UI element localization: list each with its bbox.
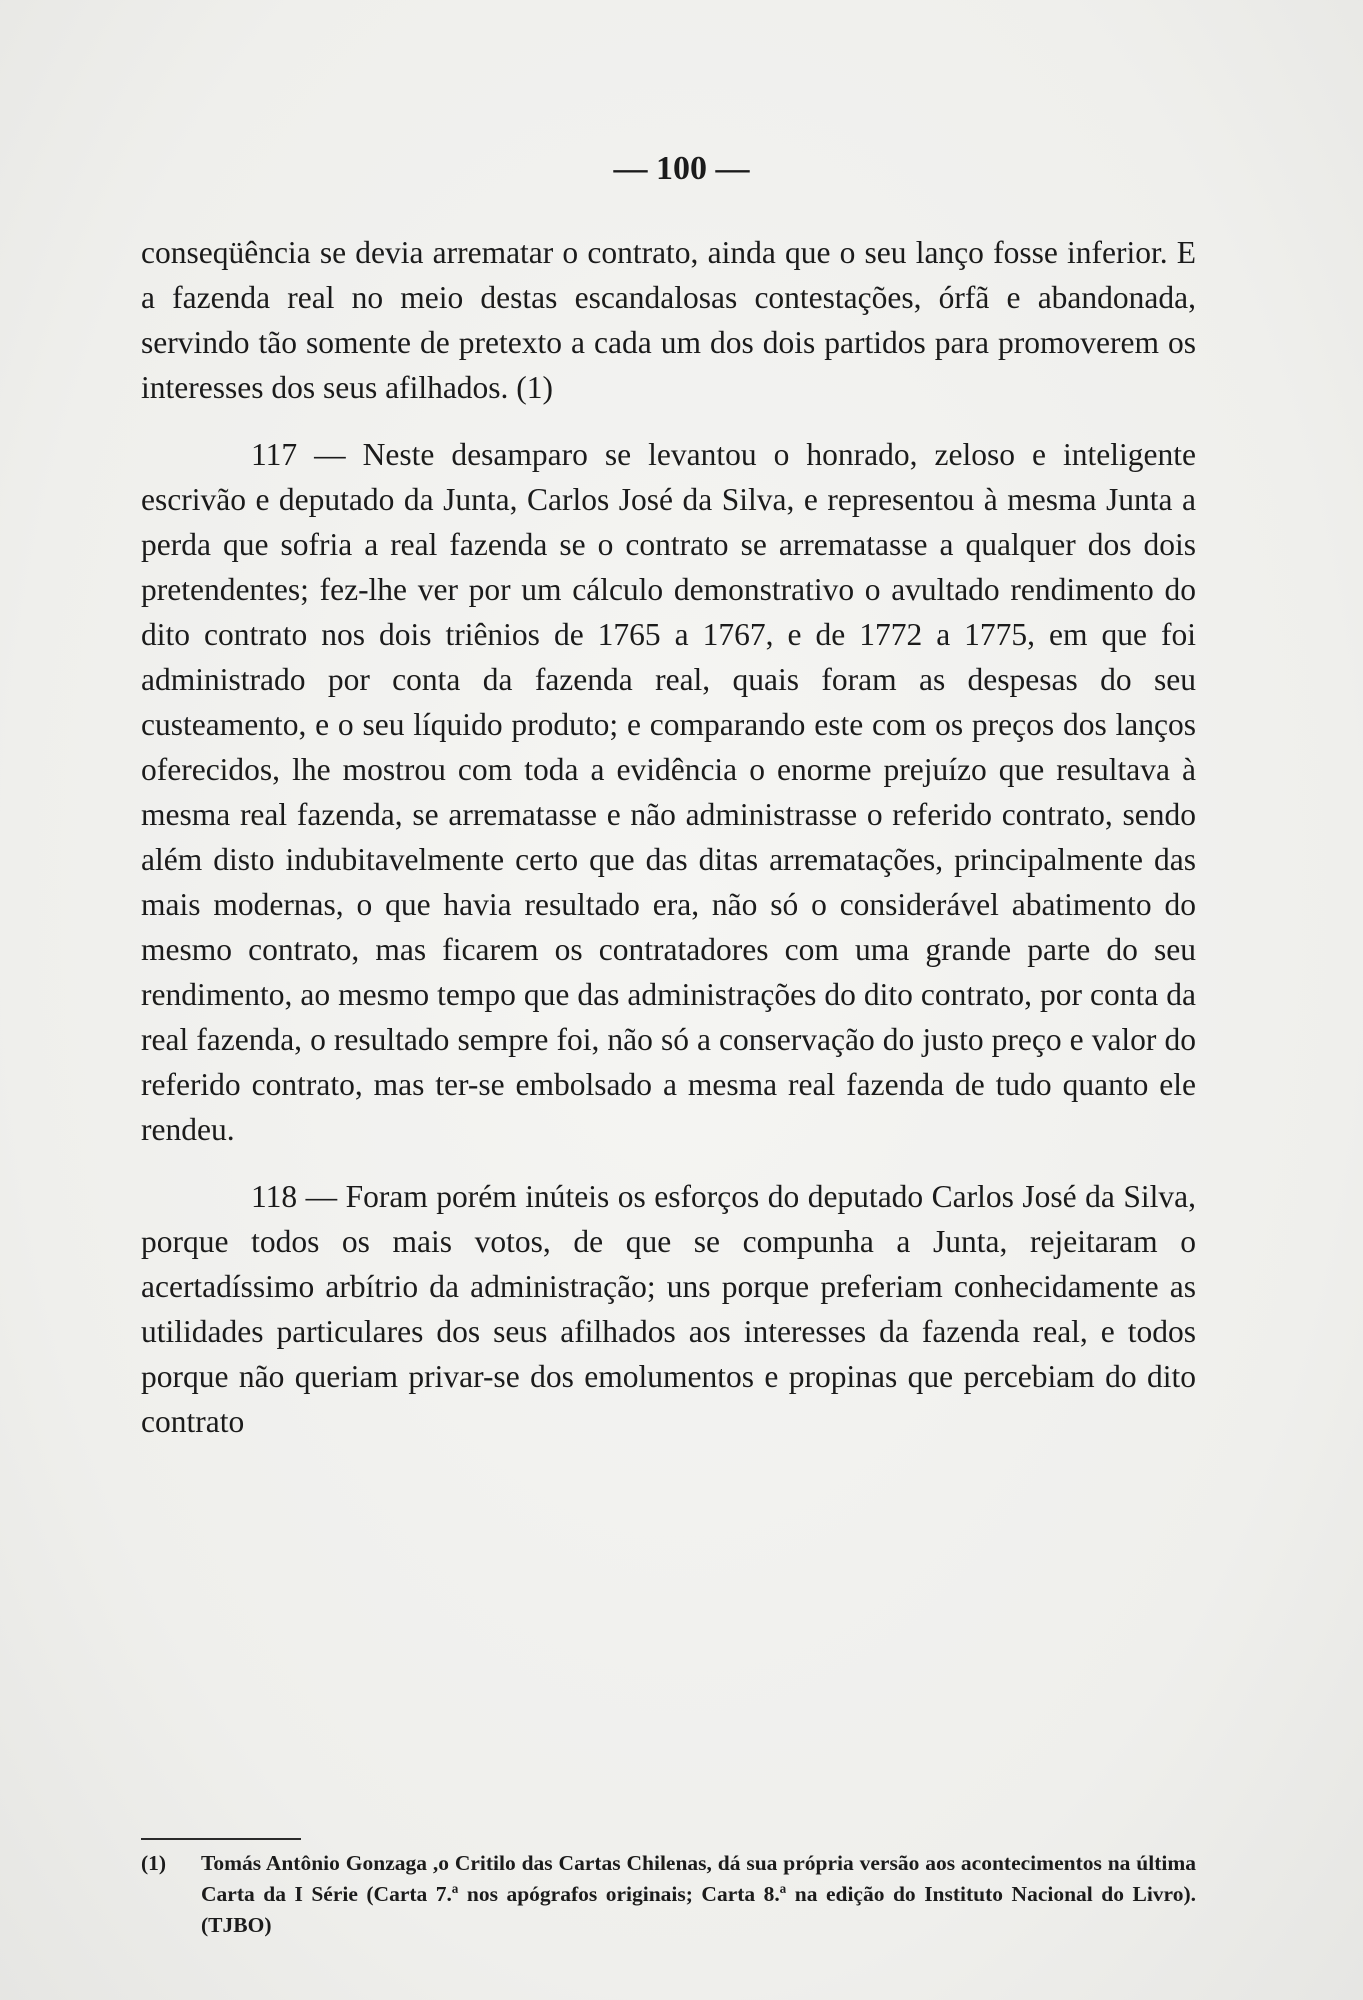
paragraph-118: 118 — Foram porém inúteis os esforços do deputado Carlos José da Silva, porque todos os mais votos, de que se compunha a Junta, rejeitaram o acertadíssimo arbítrio da administração; uns porque preferiam conhecidamente as utilidades particulares dos seus afilhados aos interesses da fazenda real, e todos porque não queriam privar-se dos emolumentos e propinas que percebiam do dito contrato [141, 1179, 1196, 1439]
body-text [141, 230, 1196, 1444]
paragraph-117: 117 — Neste desamparo se levantou o honrado, zeloso e inteligente escrivão e deputado da Junta, Carlos José da Silva, e representou à mesma Junta a perda que sofria a real fazenda se o contrato se arrematasse a qualquer dos dois pretendentes; fez-lhe ver por um cálculo demonstrativo o avultado rendimento do dito contrato nos dois triênios de 1765 a 1767, e de 1772 a 1775, em que foi administrado por conta da fazenda real, quais foram as despesas do seu custeamento, e o seu líquido produto; e comparando este com os preços dos lanços oferecidos, lhe mostrou com toda a evidência o enorme prejuízo que resultava à mesma real fazenda, se arrematasse e não administrasse o referido contrato, sendo além disto indubitavelmente certo que das ditas arrematações, principalmente das mais modernas, o que havia resultado era, não só o considerável abatimento do mesmo contrato, mas ficarem os contratadores com uma grande parte do seu rendimento, ao mesmo tempo que das administrações do dito contrato, por conta da real fazenda, o resultado sempre foi, não só a conservação do justo preço e valor do referido contrato, mas ter-se embolsado a mesma real fazenda de tudo quanto ele rendeu. [141, 437, 1196, 1147]
paragraph-continuation: conseqüência se devia arrematar o contrato, ainda que o seu lanço fosse inferior. E a fazenda real no meio destas escandalosas contestações, órfã e abandonada, servindo tão somente de pretexto a cada um dos dois partidos para promoverem os interesses dos seus afilhados. (1) [141, 235, 1196, 405]
footnote-divider [141, 1838, 301, 1840]
footnote-1 [141, 1848, 1196, 1941]
page-number: — 100 — [613, 150, 750, 187]
footnote-text: Tomás Antônio Gonzaga ,o Critilo das Cartas Chilenas, dá sua própria versão aos acontecimentos na última Carta da I Série (Carta 7.ª nos apógrafos originais; Carta 8.ª na edição do Instituto Nacional do Livro). (TJBO) [201, 1851, 1196, 1937]
footnotes [141, 1848, 1196, 1941]
footnote-marker: (1) [141, 1851, 167, 1875]
